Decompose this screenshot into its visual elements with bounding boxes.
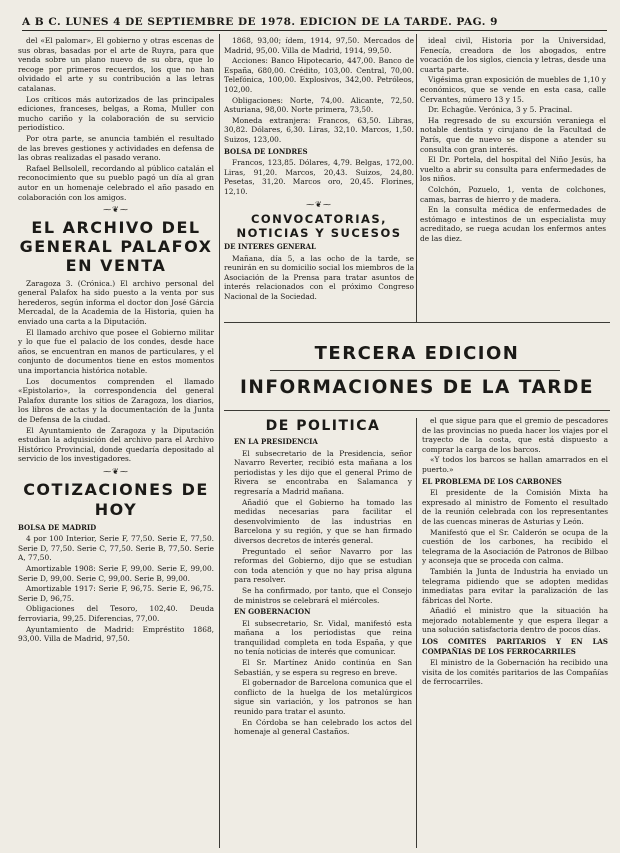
- notice-paragraph: Vigésima gran exposición de muebles de 1,10 y económicos, que se vende en esta casa, calle Cervantes, número 13 y 15.: [420, 75, 606, 104]
- presidencia-paragraph: Preguntado el señor Navarro por las reformas del Gobierno, dijo que se estudian con toda atención y que no hay prisa alguna para resolver.: [234, 546, 412, 585]
- column-rule: [416, 34, 417, 322]
- ornament-divider: ⁓❦⁓: [306, 199, 332, 209]
- notice-paragraph: ideal civil, Historia por la Universidad, Fenecía, creadora de los abogados, entre vocación de los siglos, ciencia y letras, desde una cuarta parte.: [420, 36, 606, 74]
- archivo-paragraph: Los documentos comprenden el llamado «Epistolario», la correspondencia del general Palafox durante los sitios de Zaragoza, los diarios, los libros de actas y la documentación de la Junta de Defensa de la ciudad.: [18, 376, 214, 424]
- archivo-headline: EL ARCHIVO DEL GENERAL PALAFOX EN VENTA: [19, 217, 213, 275]
- carbones-paragraph: Añadió el ministro que la situación ha mejorado notablemente y que espera llegar a una solución satisfactoria dentro de pocos días.: [422, 606, 608, 635]
- archivo-paragraph: El llamado archivo que posee el Gobierno militar y lo que fue el palacio de los condes, desde hace años, se encuentran en manos de particulares, y el conjunto de documentos tiene en estos momentos una importancia histórica notable.: [18, 327, 214, 376]
- presidencia-subhead: EN LA PRESIDENCIA: [234, 437, 318, 446]
- cotizacion-line: 4 por 100 Interior, Serie F, 77,50. Serie E, 77,50. Serie D, 77,50. Serie C, 77,50. Serie B, 77,50. Serie A, 77,50.: [18, 534, 214, 563]
- carbones-subhead: EL PROBLEMA DE LOS CARBONES: [422, 476, 562, 486]
- comites-subhead: LOS COMITES PARITARIOS Y EN LAS COMPAÑIAS DE LOS FERROCARRILES: [422, 637, 608, 656]
- banner-bottom-rule: [224, 410, 610, 411]
- presidencia-paragraph: El subsecretario de la Presidencia, señor Navarro Reverter, recibió esta mañana a los periodistas y les dijo que el general Primo de Rivera se encontraba en Salamanca y regresaría a Madrid mañana.: [234, 448, 412, 496]
- notice-paragraph: Colchón, Pozuelo, 1, venta de colchones, camas, barras de hierro y de madera.: [420, 184, 606, 204]
- column-politica: [234, 416, 412, 846]
- convocatoria-paragraph: Mañana, día 5, a las ocho de la tarde, se reunirán en su domicilio social los miembros de la Asociación de la Prensa para tratar asuntos de interés relacionados con el próximo Congreso Nacional de la Sociedad.: [224, 253, 414, 302]
- notice-paragraph: En la consulta médica de enfermedades de estómago e intestinos de un especialista muy acreditado, se ruega acudan los enfermos antes de las diez.: [420, 205, 606, 243]
- market-paragraph: 1868, 93,00; ídem, 1914, 97,50. Mercados de Madrid, 95,00. Villa de Madrid, 1914, 99,50.: [224, 36, 414, 55]
- carbones-paragraph: También la Junta de Industria ha enviado un telegrama pidiendo que se adopten medidas inmediatas para evitar la paralización de las fábricas del Norte.: [422, 566, 608, 605]
- pescadores-paragraph: «Y todos los barcos se hallan amarrados en el puerto.»: [422, 455, 608, 474]
- cotizacion-line: Amortizable 1908: Serie F, 99,00. Serie E, 99,00. Serie D, 99,00. Serie C, 99,00. Serie B, 99,00.: [18, 563, 214, 583]
- cotizacion-line: Obligaciones del Tesoro, 102,40. Deuda ferroviaria, 99,25. Diferencias, 77,00.: [18, 604, 214, 623]
- market-paragraph: Moneda extranjera: Francos, 63,50. Libras, 30,82. Dólares, 6,30. Liras, 32,10. Marcos, 1,50. Suizos, 123,00.: [224, 115, 414, 144]
- column-rule: [416, 418, 417, 848]
- archivo-paragraph: Zaragoza 3. (Crónica.) El archivo personal del general Palafox ha sido puesto a la venta por sus herederos, según informa el doctor don José Gárcia Mercadal, de la Academia de la Historia, quien ha enviado una carta a la Diputación.: [18, 278, 214, 327]
- politica-headline: DE POLITICA: [265, 418, 381, 434]
- comites-paragraph: El ministro de la Gobernación ha recibido una visita de los comités paritarios de las Compañías de ferrocarriles.: [422, 658, 608, 687]
- notice-paragraph: El Dr. Portela, del hospital del Niño Jesús, ha vuelto a abrir su consulta para enfermedades de los niños.: [420, 155, 606, 184]
- market-paragraph: Obligaciones: Norte, 74,00. Alicante, 72,50. Asturiana, 98,00. Norte primera, 73,50.: [224, 95, 414, 115]
- notice-paragraph: Dr. Echagüe. Verónica, 3 y 5. Pracinal.: [428, 105, 573, 115]
- notice-paragraph: Ha regresado de su excursión veraniega el notable dentista y cirujano de la Facultad de París, que de nuevo se dispone a atender su consulta con gran interés.: [420, 115, 606, 154]
- cotizacion-line: Amortizable 1917: Serie F, 96,75. Serie E, 96,75. Serie D, 96,75.: [18, 584, 214, 603]
- presidencia-paragraph: Añadió que el Gobierno ha tomado las medidas necesarias para facilitar el desenvolvimiento de las industrias en Barcelona y su región, y que se han firmado diversos decretos de interés general.: [234, 497, 412, 545]
- carbones-paragraph: Manifestó que el Sr. Calderón se ocupa de la cuestión de los carbones, ha recibido el telegrama de la Asociación de Patronos de Bilbao y aconseja que se proceda con calma.: [422, 527, 608, 566]
- ornament-divider: ⁓❦⁓: [103, 466, 129, 476]
- convocatorias-headline: CONVOCATORIAS, NOTICIAS Y SUCESOS: [236, 212, 402, 241]
- cotizaciones-headline: COTIZACIONES DE HOY: [23, 479, 209, 519]
- intro-paragraph: del «El palomar», El gobierno y otras escenas de sus obras, basadas por el arte de Ruyra, para que venda sobre un plano nuevo de su obra, que lo recoge por primeros recuerdos, los que no han olvidado el arte y su contribución a las letras catalanas.: [18, 36, 214, 93]
- pescadores-paragraph: el que sigue para que el gremio de pescadores de las provincias no pueda hacer los viajes por el trayecto de la costa, que está dispuesto a comprar la carga de los barcos.: [422, 416, 608, 454]
- carbones-paragraph: El presidente de la Comisión Mixta ha expresado al ministro de Fomento el resultado de la reunión celebrada con los representantes de las cuencas mineras de Asturias y León.: [422, 488, 608, 526]
- gobernacion-paragraph: El subsecretario, Sr. Vidal, manifestó esta mañana a los periodistas que reina tranquilidad completa en toda España, y que no tenía noticias de interés que comunicar.: [234, 618, 412, 657]
- banner-rule: [270, 370, 560, 371]
- interes-general-subhead: DE INTERES GENERAL: [224, 242, 316, 252]
- column-right-top: [420, 36, 606, 318]
- archivo-paragraph: El Ayuntamiento de Zaragoza y la Diputación estudian la adquisición del archivo para el Archivo Histórico Provincial, donde quedaría depositado al servicio de los investigadores.: [18, 425, 214, 464]
- section-rule: [224, 322, 610, 323]
- presidencia-paragraph: Se ha confirmado, por tanto, que el Consejo de ministros se celebrará el miércoles.: [234, 585, 412, 605]
- bolsa-londres-subhead: BOLSA DE LONDRES: [224, 146, 308, 156]
- column-middle-top: [224, 36, 414, 318]
- column-carbones: [422, 416, 608, 846]
- gobernacion-paragraph: En Córdoba se han celebrado los actos del homenaje al general Castaños.: [234, 717, 412, 737]
- informaciones-title: INFORMACIONES DE LA TARDE: [240, 377, 594, 398]
- market-paragraph: Acciones: Banco Hipotecario, 447,00. Banco de España, 680,00. Crédito, 103,00. Central, 70,00. Telefónica, 100,00. Explosivos, 342,00. Petróleos, 102,00.: [224, 56, 414, 94]
- gobernacion-paragraph: El gobernador de Barcelona comunica que el conflicto de la huelga de los metalúrgicos sigue sin variación, y los patronos se han reunido para tratar el asunto.: [234, 678, 412, 717]
- cotizacion-line: Ayuntamiento de Madrid: Empréstito 1868, 93,00. Villa de Madrid, 97,50.: [18, 624, 214, 644]
- running-head: A B C. LUNES 4 DE SEPTIEMBRE DE 1978. EDICION DE LA TARDE. PAG. 9: [22, 16, 607, 31]
- intro-paragraph: Por otra parte, se anuncia también el resultado de las breves gestiones y actividades en defensa de las obras realizadas el pasado verano.: [18, 133, 214, 163]
- intro-paragraph: Rafael Bellsolell, recordando al público catalán el reconocimiento que su pueblo pagó un día al gran autor en un homenaje celebrado el año pasado en colaboración con los amigos.: [18, 163, 214, 202]
- column-rule: [219, 34, 220, 848]
- bolsa-madrid-subhead: BOLSA DE MADRID: [18, 522, 97, 532]
- londres-paragraph: Francos, 123,85. Dólares, 4,79. Belgas, 172,00. Liras, 91,20. Marcos, 20,43. Suizos, 24,80. Pesetas, 31,20. Marcos oro, 20,45. Florines, 12,10.: [224, 158, 414, 196]
- tercera-edicion-title: TERCERA EDICION: [314, 343, 520, 364]
- gobernacion-paragraph: El Sr. Martínez Anido continúa en San Sebastián, y se espera su regreso en breve.: [234, 658, 412, 677]
- ornament-divider: ⁓❦⁓: [103, 205, 129, 215]
- gobernacion-subhead: EN GOBERNACION: [234, 607, 311, 617]
- column-left: [18, 36, 214, 846]
- intro-paragraph: Los críticos más autorizados de las principales ediciones, franceses, belgas, a Roma, Muller con mucho cariño y la colaboración de su servicio periodístico.: [18, 94, 214, 133]
